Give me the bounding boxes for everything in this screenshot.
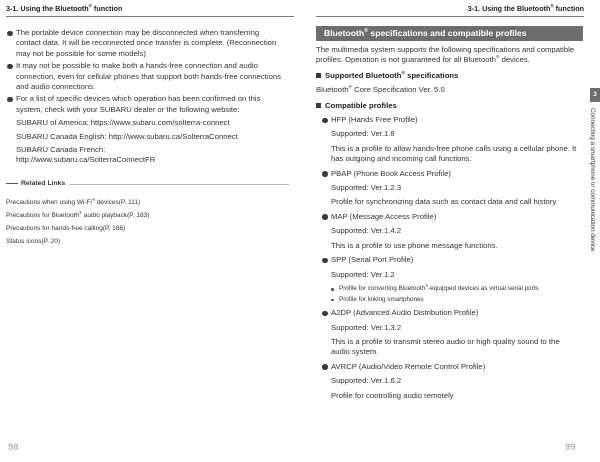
chapter-tab-label: Connecting a smartphone or communication device [589,108,596,252]
spp-note-virtual-serial: Profile for converting Bluetooth®-equipped devices as virtual serial ports [321,285,579,294]
note-bullet-connection: It may not be possible to make both a hands-free connection and audio connection, even for cellular phones that support both hands-free connections and audio connections. [6,61,284,92]
supported-specs-heading: Supported Bluetooth® specifications [316,71,579,81]
right-page-body [316,45,579,401]
profile-name: PBAP (Phone Book Access Profile) [321,169,579,179]
core-spec-version: Bluetooth® Core Specification Ver. 5.0 [316,85,445,95]
page-number-right: 99 [565,442,576,453]
note-bullet-disconnect: The portable device connection may be disconnected when transferring contact data. It will be reconnected once transfer is complete. (Reconnection may not be possible for some models) [6,28,284,59]
website-subaru-canada-english: SUBARU Canada English: http://www.subaru.ca/SolterraConnect [16,131,238,141]
profile-pbap [321,169,579,208]
profile-a2dp [321,308,579,358]
profile-supported-version: Supported: Ver.1.8 [331,129,395,139]
profile-description: This is a profile to transmit stereo audio or high quality sound to the audio system. [331,336,560,357]
profile-description: This is a profile to allow hands-free phone calls using a cellular phone. It has outgoing and incoming call functions. [331,143,577,164]
related-link-hands-free[interactable]: Precautions for hands-free calling(P. 188) [6,225,126,232]
left-page-body [6,28,284,166]
profile-spp [321,255,579,304]
profile-hfp [321,115,579,165]
running-head-right: 3-1. Using the Bluetooth® function [467,3,584,13]
right-page [300,0,600,462]
related-link-wifi[interactable]: Precautions when using Wi-Fi® devices(P. 111) [6,196,141,206]
profile-avrcp [321,362,579,401]
chapter-tab-number: 3 [590,88,600,102]
related-links-list [6,185,289,248]
profile-description: Profile for controlling audio remotely [331,390,454,400]
compatible-profiles-heading: Compatible profiles [316,101,579,111]
profile-supported-version: Supported: Ver.1.2.3 [331,183,402,193]
running-head-left: 3-1. Using the Bluetooth® function [6,3,123,13]
header-rule-right [316,16,584,17]
profile-description: Profile for synchronizing data such as contact data and call history [331,197,557,207]
header-rule-left [6,16,294,17]
profile-supported-version: Supported: Ver.1.3.2 [331,322,402,332]
related-links-box [6,180,289,248]
website-subaru-canada-french: SUBARU Canada French: http://www.subaru.ca/SolterraConnectFR [16,145,156,165]
related-link-audio[interactable]: Precautions for Bluetooth® audio playback(P. 183) [6,209,150,219]
related-link-status-icons[interactable]: Status icons(P. 20) [6,238,61,245]
related-links-title: Related Links [6,180,69,187]
profile-name: HFP (Hands Free Profile) [321,115,579,125]
profile-map [321,212,579,251]
website-subaru-america: SUBARU of America: https://www.subaru.com/solterra-connect [16,118,230,128]
profile-description: This is a profile to use phone message functions. [331,240,498,250]
note-bullet-device-list: For a list of specific devices which operation has been confirmed on this system, check with your SUBARU dealer or the following website: [6,94,284,115]
profile-name: A2DP (Advanced Audio Distribution Profile) [321,308,579,318]
profile-supported-version: Supported: Ver.1.2 [331,269,395,279]
section-title-bar: Bluetooth® specifications and compatible profiles [316,26,583,41]
profile-name: SPP (Serial Port Profile) [321,255,579,265]
profile-supported-version: Supported: Ver.1.6.2 [331,376,402,386]
spp-note-linking: Profile for linking smartphones [321,296,579,305]
profile-name: MAP (Message Access Profile) [321,212,579,222]
page-number-left: 98 [8,442,19,453]
profile-name: AVRCP (Audio/Video Remote Control Profile) [321,362,579,372]
intro-paragraph: The multimedia system supports the following specifications and compatible profiles. Operation is not guaranteed for all Bluetooth® devices. [316,45,575,65]
profile-supported-version: Supported: Ver.1.4.2 [331,226,402,236]
